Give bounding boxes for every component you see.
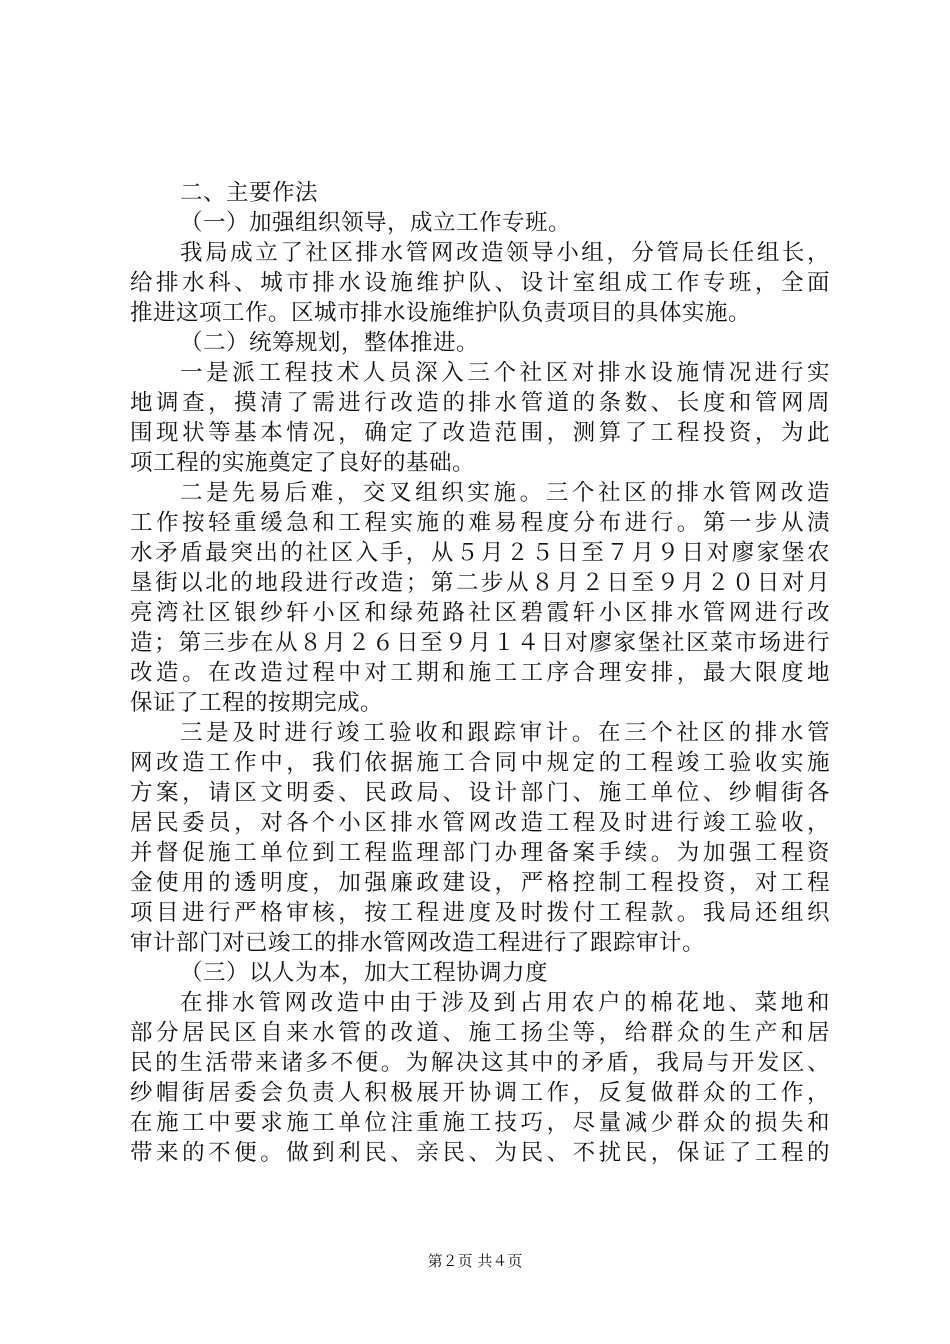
paragraph-line: 居民委员，对各个小区排水管网改造工程及时进行竣工验收， xyxy=(130,810,830,836)
paragraph-line: 给排水科、城市排水设施维护队、设计室组成工作专班，全面 xyxy=(130,270,830,296)
page-number-footer: 第２页 共４页 xyxy=(427,1252,523,1270)
paragraph-line: 方案，请区文明委、民政局、设计部门、施工单位、纱帽街各 xyxy=(130,780,830,806)
paragraph-line: 项目进行严格审核，按工程进度及时拨付工程款。我局还组织 xyxy=(130,900,830,926)
paragraph-line: 推进这项工作。区城市排水设施维护队负责项目的具体实施。 xyxy=(130,300,752,326)
section-heading: 二、主要作法 xyxy=(180,180,319,206)
paragraph-line: 我局成立了社区排水管网改造领导小组，分管局长任组长， xyxy=(180,240,830,266)
paragraph-line: 并督促施工单位到工程监理部门办理备案手续。为加强工程资 xyxy=(130,840,830,866)
paragraph-line: 保证了工程的按期完成。 xyxy=(130,690,384,716)
subsection-heading: （一）加强组织领导，成立工作专班。 xyxy=(180,210,572,236)
paragraph-line: 一是派工程技术人员深入三个社区对排水设施情况进行实 xyxy=(180,360,830,386)
paragraph-line: 金使用的透明度，加强廉政建设，严格控制工程投资，对工程 xyxy=(130,870,830,896)
paragraph-line: 带来的不便。做到利民、亲民、为民、不扰民，保证了工程的 xyxy=(130,1140,830,1166)
paragraph-line: 工作按轻重缓急和工程实施的难易程度分布进行。第一步从渍 xyxy=(130,510,830,536)
paragraph-line: 部分居民区自来水管的改道、施工扬尘等，给群众的生产和居 xyxy=(130,1020,830,1046)
paragraph-line: 项工程的实施奠定了良好的基础。 xyxy=(130,450,476,476)
paragraph-line: 三是及时进行竣工验收和跟踪审计。在三个社区的排水管 xyxy=(180,720,830,746)
paragraph-line: 造；第三步在从８月２６日至９月１４日对廖家堡社区菜市场进行 xyxy=(130,630,830,656)
paragraph-line: 地调查，摸清了需进行改造的排水管道的条数、长度和管网周 xyxy=(130,390,830,416)
paragraph-line: 改造。在改造过程中对工期和施工工序合理安排，最大限度地 xyxy=(130,660,830,686)
subsection-heading: （三）以人为本，加大工程协调力度 xyxy=(180,960,549,986)
paragraph-line: 民的生活带来诸多不便。为解决这其中的矛盾，我局与开发区、 xyxy=(130,1050,830,1076)
paragraph-line: 二是先易后难，交叉组织实施。三个社区的排水管网改造 xyxy=(180,480,830,506)
paragraph-line: 亮湾社区银纱轩小区和绿苑路社区碧霞轩小区排水管网进行改 xyxy=(130,600,830,626)
paragraph-line: 网改造工作中，我们依据施工合同中规定的工程竣工验收实施 xyxy=(130,750,830,776)
paragraph-line: 在排水管网改造中由于涉及到占用农户的棉花地、菜地和 xyxy=(180,990,830,1016)
subsection-heading: （二）统筹规划，整体推进。 xyxy=(180,330,480,356)
paragraph-line: 垦街以北的地段进行改造；第二步从８月２日至９月２０日对月 xyxy=(130,570,830,596)
paragraph-line: 纱帽街居委会负责人积极展开协调工作，反复做群众的工作， xyxy=(130,1080,830,1106)
paragraph-line: 水矛盾最突出的社区入手，从５月２５日至７月９日对廖家堡农 xyxy=(130,540,830,566)
paragraph-line: 在施工中要求施工单位注重施工技巧，尽量减少群众的损失和 xyxy=(130,1110,830,1136)
paragraph-line: 审计部门对已竣工的排水管网改造工程进行了跟踪审计。 xyxy=(130,930,706,956)
paragraph-line: 围现状等基本情况，确定了改造范围，测算了工程投资，为此 xyxy=(130,420,830,446)
